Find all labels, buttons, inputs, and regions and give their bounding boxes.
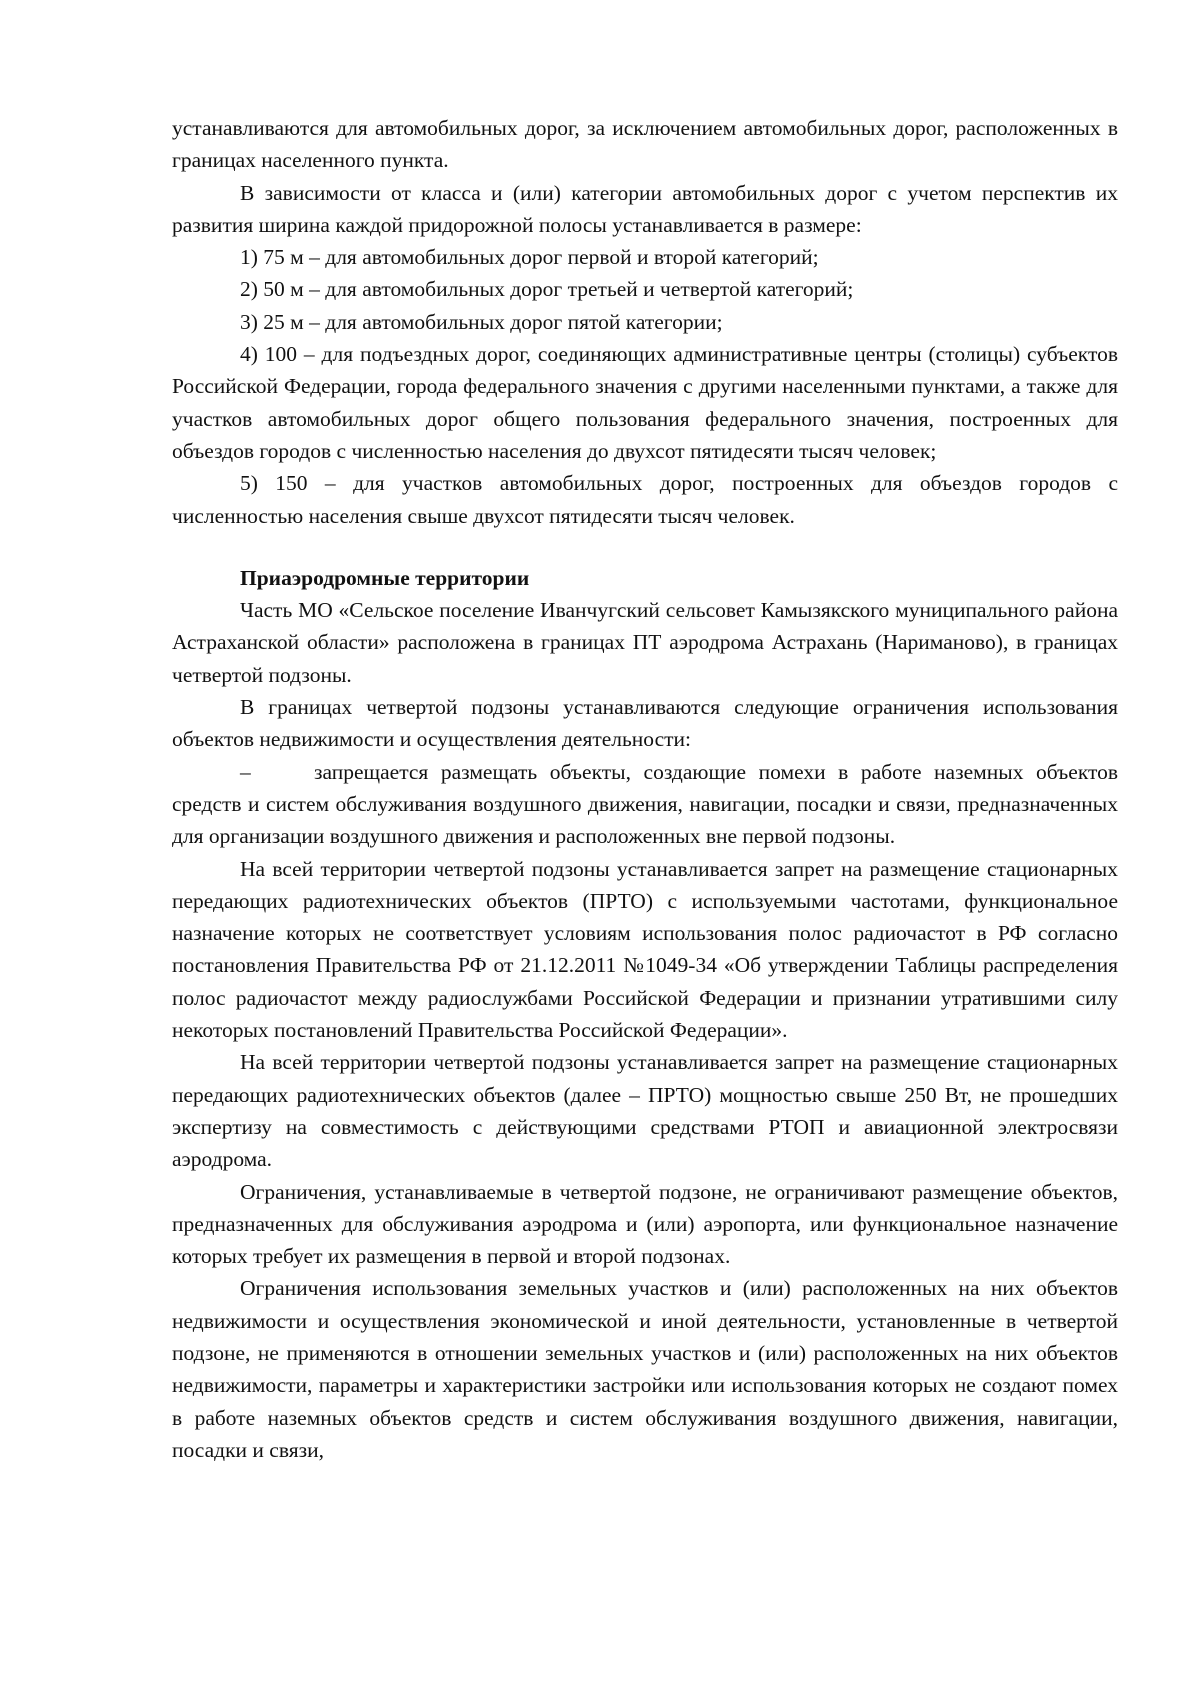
list-item-1: 1) 75 м – для автомобильных дорог первой и второй категорий; [240, 245, 819, 270]
dash-list-item [172, 756, 1118, 853]
list-item-3: 3) 25 м – для автомобильных дорог пятой категории; [240, 309, 723, 334]
paragraph-prto-frequencies: На всей территории четвертой подзоны устанавливается запрет на размещение стационарных передающих радиотехнических объектов (ПРТО) с используемыми частотами, функциональное назначение которых не соответствует условиям использования полос радиочастот в РФ согласно постановления Правительства РФ от 21.12.2011 №1049-34 «Об утверждении Таблицы распределения полос радиочастот между радиослужбами Российской Федерации и признании утратившими силу некоторых постановлений Правительства Российской Федерации». [172, 856, 1118, 1043]
paragraph-prto-power: На всей территории четвертой подзоны устанавливается запрет на размещение стационарных передающих радиотехнических объектов (далее – ПРТО) мощностью свыше 250 Вт, не прошедших экспертизу на совместимость с действующими средствами РТОП и авиационной электросвязи аэродрома. [172, 1050, 1118, 1172]
paragraph-restrictions-exceptions: Ограничения использования земельных участков и (или) расположенных на них объектов недвижимости и осуществления экономической и иной деятельности, установленные в четвертой подзоне, не применяются в отношении земельных участков и (или) расположенных на них объектов недвижимости, параметры и характеристики застройки или использования которых не создают помех в работе наземных объектов средств и систем обслуживания воздушного движения, навигации, посадки и связи, [172, 1276, 1118, 1462]
section-heading: Приаэродромные территории [240, 565, 530, 590]
paragraph-location: Часть МО «Сельское поселение Иванчугский сельсовет Камызякского муниципального района Астраханской области» расположена в границах ПТ аэродрома Астрахань (Нариманово), в границах четвертой подзоны. [172, 598, 1118, 687]
list-item-2: 2) 50 м – для автомобильных дорог третьей и четвертой категорий; [240, 277, 854, 302]
paragraph-restrictions-scope: Ограничения, устанавливаемые в четвертой подзоне, не ограничивают размещение объектов, предназначенных для обслуживания аэродрома и (или) аэропорта, или функциональное назначение которых требует их размещения в первой и второй подзонах. [172, 1179, 1118, 1269]
paragraph-continuation: устанавливаются для автомобильных дорог, за исключением автомобильных дорог, расположенных в границах населенного пункта. [172, 116, 1118, 173]
paragraph-width-intro: В зависимости от класса и (или) категории автомобильных дорог с учетом перспектив их развития ширина каждой придорожной полосы устанавливается в размере: [172, 180, 1118, 237]
list-item-4: 4) 100 – для подъездных дорог, соединяющих административные центры (столицы) субъектов Российской Федерации, города федерального значения с другими населенными пунктами, а также для участков автомобильных дорог общего пользования федерального значения, построенных для объездов городов с численностью населения до двухсот пятидесяти тысяч человек; [172, 342, 1118, 463]
dash-marker: – [240, 759, 251, 784]
document-body [172, 112, 1118, 1466]
list-item-5: 5) 150 – для участков автомобильных дорог, построенных для объездов городов с численностью населения свыше двухсот пятидесяти тысяч человек. [172, 471, 1118, 528]
paragraph-restrictions-intro: В границах четвертой подзоны устанавливаются следующие ограничения использования объектов недвижимости и осуществления деятельности: [172, 695, 1118, 752]
section-spacer [172, 532, 1118, 562]
dash-list-text: запрещается размещать объекты, создающие помехи в работе наземных объектов средств и систем обслуживания воздушного движения, навигации, посадки и связи, предназначенных для организации воздушного движения и расположенных вне первой подзоны. [172, 759, 1118, 849]
